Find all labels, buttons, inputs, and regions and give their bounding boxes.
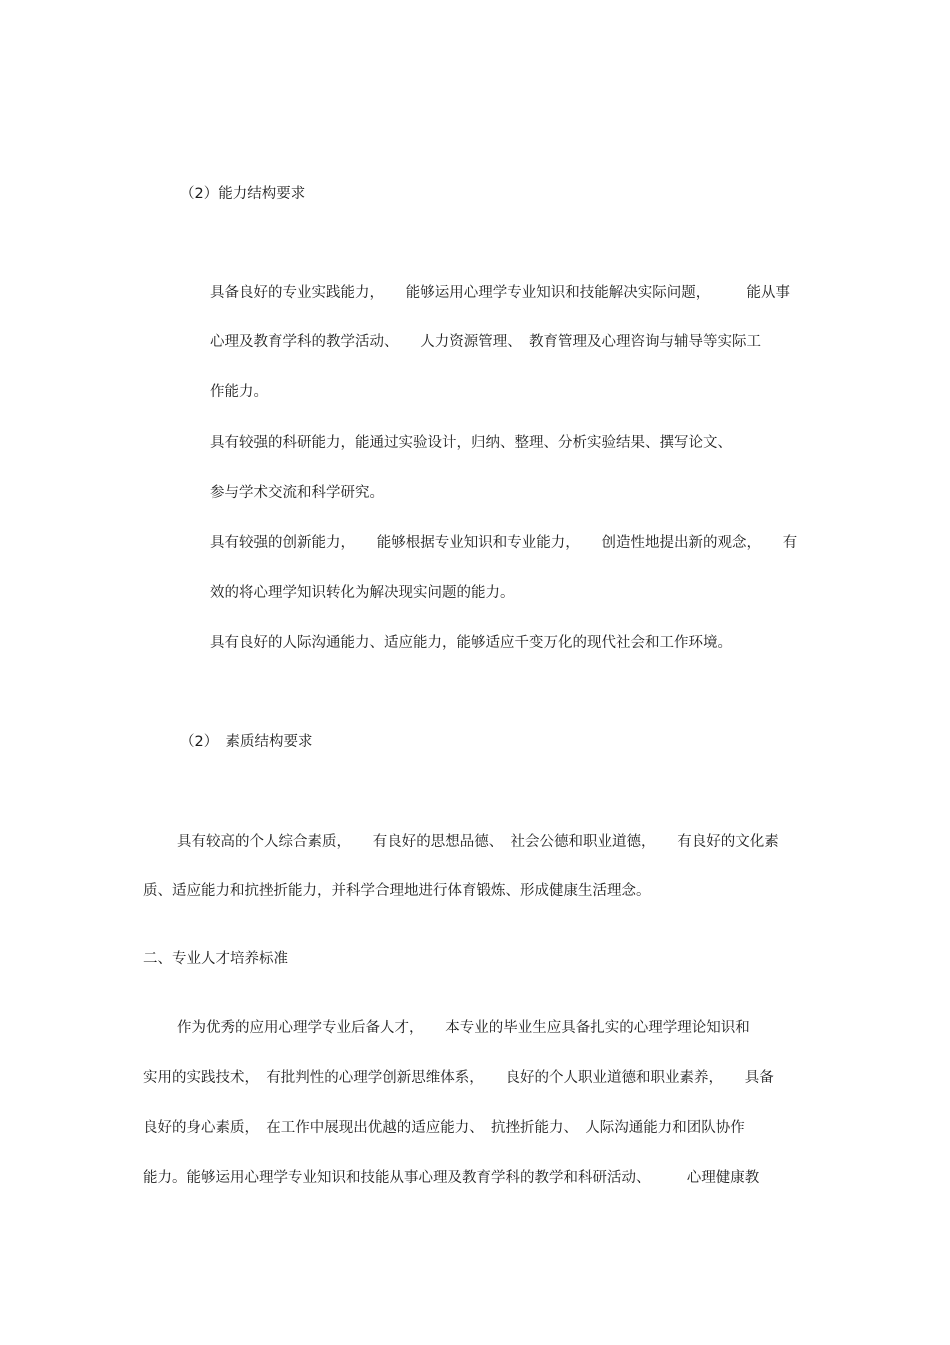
quality-paragraph-line-1: 具有较高的个人综合素质， 有良好的思想品德、 社会公德和职业道德， 有良好的文化素 xyxy=(177,834,779,850)
ability-item-3-line-1: 具有较强的创新能力， 能够根据专业知识和专业能力， 创造性地提出新的观念， 有 xyxy=(210,535,798,551)
ability-item-1-line-3: 作能力。 xyxy=(210,384,268,400)
ability-item-4-line-1: 具有良好的人际沟通能力、适应能力，能够适应千变万化的现代社会和工作环境。 xyxy=(210,635,732,651)
standard-paragraph-line-3: 良好的身心素质， 在工作中展现出优越的适应能力、 抗挫折能力、 人际沟通能力和团队协作 xyxy=(143,1120,745,1136)
ability-item-3-line-2: 效的将心理学知识转化为解决现实问题的能力。 xyxy=(210,585,515,601)
standard-paragraph-line-1: 作为优秀的应用心理学专业后备人才， 本专业的毕业生应具备扎实的心理学理论知识和 xyxy=(177,1020,750,1036)
ability-item-1-line-2: 心理及教育学科的教学活动、 人力资源管理、 教育管理及心理咨询与辅导等实际工 xyxy=(210,334,761,350)
standard-paragraph-line-4: 能力。能够运用心理学专业知识和技能从事心理及教育学科的教学和科研活动、 心理健康教 xyxy=(143,1170,760,1186)
quality-paragraph-line-2: 质、适应能力和抗挫折能力，并科学合理地进行体育锻炼、形成健康生活理念。 xyxy=(143,883,651,899)
standard-paragraph-line-2: 实用的实践技术， 有批判性的心理学创新思维体系， 良好的个人职业道德和职业素养， 具备 xyxy=(143,1070,774,1086)
section-heading-standard: 二、专业人才培养标准 xyxy=(143,951,288,967)
section-heading-ability: （2）能力结构要求 xyxy=(180,186,306,202)
ability-item-2-line-2: 参与学术交流和科学研究。 xyxy=(210,485,384,501)
ability-item-2-line-1: 具有较强的科研能力，能通过实验设计，归纳、整理、分析实验结果、撰写论文、 xyxy=(210,435,732,451)
section-heading-quality: （2） 素质结构要求 xyxy=(180,734,313,750)
ability-item-1-line-1: 具备良好的专业实践能力， 能够运用心理学专业知识和技能解决实际问题， 能从事 xyxy=(210,285,790,301)
